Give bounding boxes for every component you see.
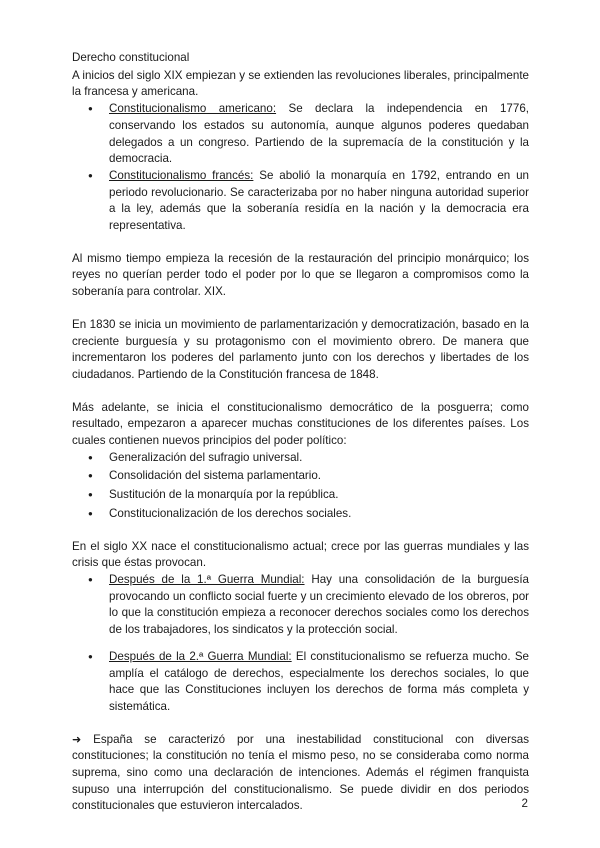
bullet-icon: ●	[88, 170, 93, 180]
siglo-xx-paragraph: En el siglo XX nace el constitucionalismo actual; crece por las guerras mundiales y las crisis que éstas provocan.	[72, 539, 529, 570]
item-text: Hay una consolidación de la burguesía provocando un conflicto social fuerte y un crecimiento elevado de los obreros, por lo que la constitución empieza a reconocer derechos sociales como los derechos de los trabajadores, los sindicatos y la protección social.	[109, 572, 530, 637]
item-label: Después de la 1.ª Guerra Mundial:	[109, 572, 305, 586]
item-text: Se declara la independencia en 1776, conservando los estados su autonomía, aunque algunos poderes quedaban delegados a un congreso. Partiendo de la supremacía de la constitución y la democracia.	[109, 102, 529, 166]
list-item	[88, 487, 529, 504]
wars-list	[72, 572, 529, 716]
bullet-icon: ●	[88, 574, 93, 584]
item-text: Constitucionalización de los derechos sociales.	[109, 506, 352, 520]
espana-text: España se caracterizó por una inestabilidad constitucional con diversas constituciones; la constitución no tenía el mismo peso, no se consideraba como norma suprema, sino como una declaración de intenciones. Además el régimen franquista supuso una interrupción del constitucionalismo. Se puede dividir en dos periodos constitucionales que estuvieron intercalados.	[72, 732, 529, 813]
principles-list	[72, 450, 529, 523]
document-page	[72, 50, 529, 815]
arrow-right-icon: ➜	[72, 732, 82, 746]
list-item-second-war	[88, 649, 529, 716]
page-number: 2	[521, 797, 528, 810]
intro-paragraph: A inicios del siglo XIX empiezan y se extienden las revoluciones liberales, principalmente la francesa y americana.	[72, 68, 529, 99]
revolutions-list	[72, 101, 529, 235]
bullet-icon: ●	[88, 490, 93, 500]
espana-paragraph	[72, 732, 529, 816]
list-item	[88, 468, 529, 485]
list-item	[88, 506, 529, 523]
bullet-icon: ●	[88, 471, 93, 481]
bullet-icon: ●	[88, 452, 93, 462]
item-label: Después de la 2.ª Guerra Mundial:	[109, 649, 292, 663]
bullet-icon: ●	[88, 508, 93, 518]
item-text: Consolidación del sistema parlamentario.	[109, 469, 322, 483]
item-text: El constitucionalismo se refuerza mucho. Se amplía el catálogo de derechos, especialmente los derechos sociales, lo que hace que las Constituciones incluyen los derechos de forma más completa y sistemática.	[109, 649, 529, 713]
paragraph-1830: En 1830 se inicia un movimiento de parlamentarización y democratización, basado en la creciente burguesía y su protagonismo con el movimiento obrero. De manera que incrementaron los poderes del parlamento junto con los derechos y libertades de los ciudadanos. Partiendo de la Constitución francesa de 1848.	[72, 317, 529, 381]
bullet-icon: ●	[88, 651, 93, 661]
document-title: Derecho constitucional	[72, 51, 190, 64]
list-item-french	[88, 168, 529, 235]
item-label: Constitucionalismo americano:	[109, 102, 277, 116]
list-item	[88, 450, 529, 467]
item-label: Constitucionalismo francés:	[109, 168, 254, 182]
recesion-paragraph: Al mismo tiempo empieza la recesión de la restauración del principio monárquico; los reyes no querían perder todo el poder por lo que se llegaron a compromisos como la soberanía para controlar. XIX.	[72, 251, 529, 299]
item-text: Sustitución de la monarquía por la república.	[109, 488, 339, 502]
bullet-icon: ●	[88, 104, 93, 114]
list-item-first-war	[88, 572, 530, 639]
list-item-american	[88, 101, 529, 168]
item-text: Se abolió la monarquía en 1792, entrando en un periodo revolucionario. Se caracterizaba por no haber ninguna autoridad superior a la ley, además que la soberanía residía en la nación y la democracia era representativa.	[109, 168, 529, 233]
item-text: Generalización del sufragio universal.	[109, 450, 303, 464]
posguerra-paragraph: Más adelante, se inicia el constitucionalismo democrático de la posguerra; como resultado, empezaron a aparecer muchas constituciones de los diferentes países. Los cuales contienen nuevos principios del poder político:	[72, 400, 529, 448]
